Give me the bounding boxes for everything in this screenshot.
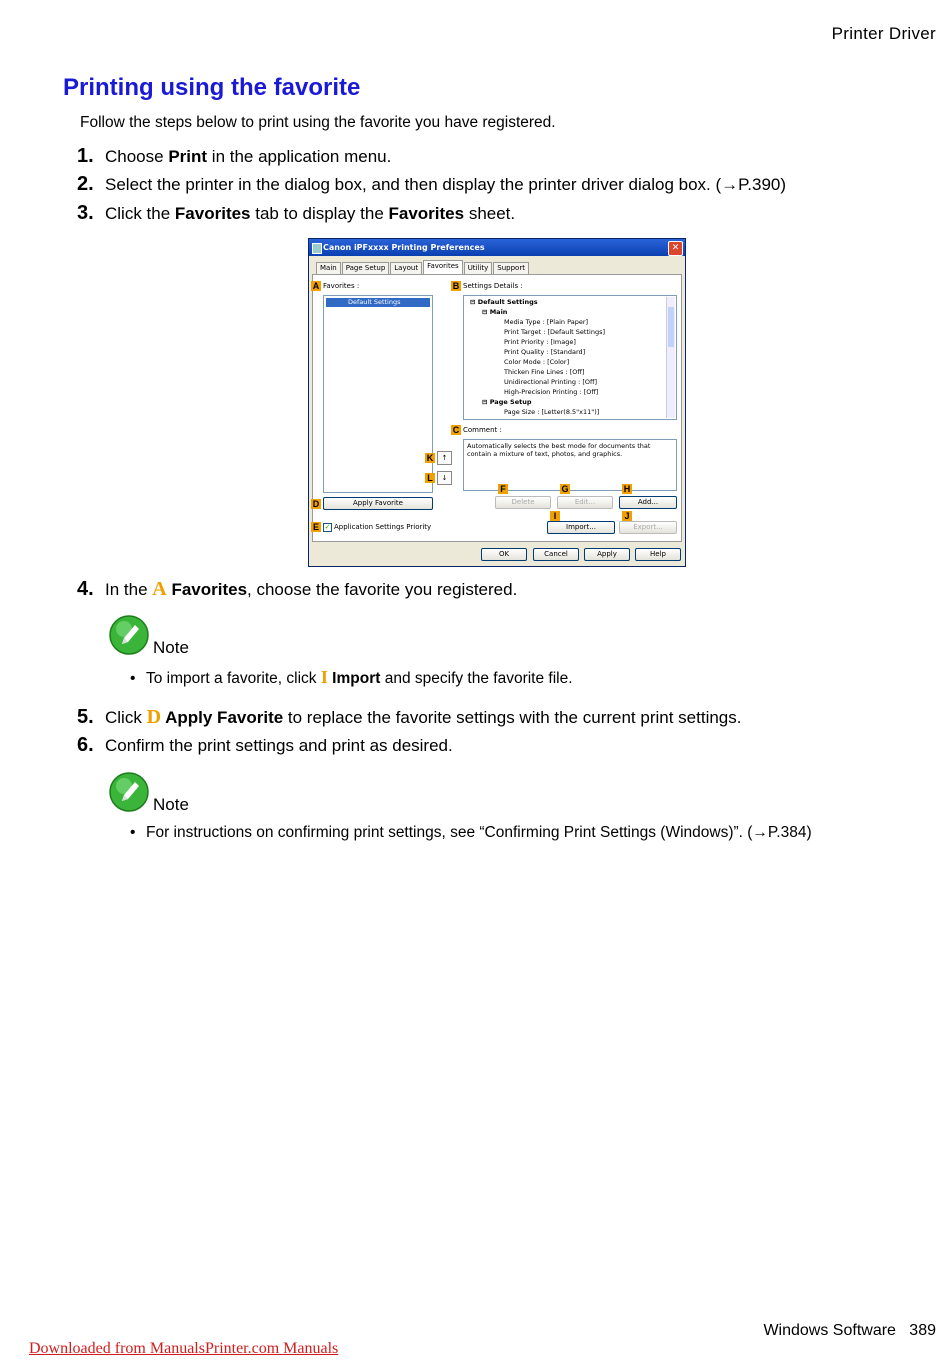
tab-layout[interactable]: Layout [390,262,422,274]
step-number: 1. [77,145,94,167]
favorites-list[interactable] [323,295,433,493]
cancel-button[interactable]: Cancel [533,548,579,561]
tree-leaf: Thicken Fine Lines : [Off] [504,368,585,376]
step-bold: Favorites [166,580,248,599]
note-1-bullet [130,667,573,688]
step-text: Click [105,708,147,727]
step-bold: Apply Favorite [161,708,284,727]
tab-support[interactable]: Support [493,262,529,274]
callout-key: D [146,706,162,728]
callout-key: I [320,667,328,687]
apply-favorite-button[interactable]: Apply Favorite [323,497,433,510]
printer-icon [312,243,322,254]
step-text: Choose [105,147,169,166]
step-text: in the application menu. [207,147,392,166]
tab-main[interactable]: Main [316,262,341,274]
tree-leaf: High-Precision Printing : [Off] [504,388,599,396]
step-text: , choose the favorite you registered. [247,580,518,599]
step-text: sheet. [464,204,516,223]
import-button[interactable]: Import... [547,521,615,534]
tree-leaf: Color Mode : [Color] [504,358,570,366]
tree-scrollbar[interactable] [666,297,675,418]
step-number: 5. [77,706,94,728]
marker-i: I [550,511,560,521]
tree-leaf: Media Type : [Plain Paper] [504,318,589,326]
marker-h: H [623,484,631,494]
marker-g: G [561,484,569,494]
tree-leaf: Print Quality : [Standard] [504,348,586,356]
note-label: Note [153,795,189,814]
tree-leaf: Page Size : [Letter(8.5"x11")] [504,408,600,416]
tab-favorites[interactable]: Favorites [423,260,463,274]
export-button[interactable]: Export... [619,521,677,534]
step-number: 4. [77,578,94,600]
step-bold: Favorites [388,204,465,223]
step-number: 2. [77,173,94,195]
step-5 [77,706,741,729]
bullet-dot: • [130,824,136,841]
step-text: tab to display the [250,204,389,223]
delete-button[interactable]: Delete [495,496,551,509]
step-4 [77,578,517,601]
tree-leaf: Print Target : [Default Settings] [504,328,605,336]
marker-c: C [452,425,460,435]
step-6 [77,734,453,757]
note-2-bullet [130,824,812,842]
app-priority-label: Application Settings Priority [334,523,432,531]
tree-leaf: Print Priority : [Image] [504,338,576,346]
step-bold: Print [168,147,208,166]
tab-strip [316,262,530,274]
step-text: Click the [105,204,175,223]
step-2 [77,173,786,196]
marker-l: L [425,473,435,483]
tree-node-main: ⊟ Main [482,308,508,316]
tab-page-setup[interactable]: Page Setup [342,262,390,274]
pencil-note-icon [108,771,150,813]
bullet-text: To import a favorite, click [146,670,321,687]
move-down-icon[interactable]: ↓ [437,471,452,485]
footer-section: Windows Software [763,1322,896,1339]
bullet-text: and specify the favorite file. [380,670,573,687]
move-up-icon[interactable]: ↑ [437,451,452,465]
pencil-note-icon [108,614,150,656]
ok-button[interactable]: OK [481,548,527,561]
step-3 [77,202,515,225]
scroll-thumb[interactable] [668,307,674,347]
bullet-dot: • [130,670,136,687]
callout-key: A [152,578,167,600]
bullet-bold: Import [327,670,381,687]
marker-e: E [312,522,319,532]
note-2 [108,771,189,813]
step-text: to replace the favorite settings with the current print settings. [283,708,742,727]
step-bold: Favorites [174,204,251,223]
step-1 [77,145,391,168]
bullet-text: For instructions on confirming print settings, see “Confirming Print Settings (Windows)”. (→P.384) [146,824,812,841]
tab-utility[interactable]: Utility [464,262,493,274]
download-source-link[interactable]: Downloaded from ManualsPrinter.com Manuals [29,1340,339,1357]
step-text: In the [105,580,153,599]
comment-label: Comment : [463,426,502,434]
note-1 [108,614,189,656]
dialog-title: Canon iPFxxxx Printing Preferences [323,243,485,252]
settings-details-label: Settings Details : [463,282,523,290]
step-number: 3. [77,202,94,224]
favorites-panel [312,274,682,542]
help-button[interactable]: Help [635,548,681,561]
edit-button[interactable]: Edit... [557,496,613,509]
step-number: 6. [77,734,94,756]
favorites-item-default[interactable]: Default Settings [326,298,430,307]
apply-button[interactable]: Apply [584,548,630,561]
tree-node-page-setup: ⊟ Page Setup [482,398,532,406]
add-button[interactable]: Add... [619,496,677,509]
marker-k: K [426,453,434,463]
running-header: Printer Driver [831,24,936,43]
page-title: Printing using the favorite [63,74,361,101]
settings-details-tree[interactable] [463,295,677,420]
page-footer [763,1322,936,1340]
marker-d: D [312,499,320,509]
intro-text: Follow the steps below to print using the favorite you have registered. [80,114,556,131]
app-priority-checkbox[interactable]: ✓ [324,523,331,531]
dialog-titlebar [309,239,685,256]
marker-a: A [312,281,320,291]
note-label: Note [153,638,189,657]
tree-root: ⊟ Default Settings [470,298,538,306]
marker-f: F [498,484,508,494]
marker-b: B [452,281,460,291]
tree-leaf: Unidirectional Printing : [Off] [504,378,598,386]
printing-preferences-dialog [308,238,686,567]
favorites-label: Favorites : [323,282,360,290]
marker-j: J [622,511,632,521]
step-text: Confirm the print settings and print as desired. [105,736,453,755]
comment-box[interactable]: Automatically selects the best mode for documents that contain a mixture of text, photos, and graphics. [463,439,677,491]
step-text: Select the printer in the dialog box, and then display the printer driver dialog box. (→P.390) [105,175,787,194]
page-number: 389 [909,1322,936,1339]
close-icon[interactable]: ✕ [668,241,683,256]
